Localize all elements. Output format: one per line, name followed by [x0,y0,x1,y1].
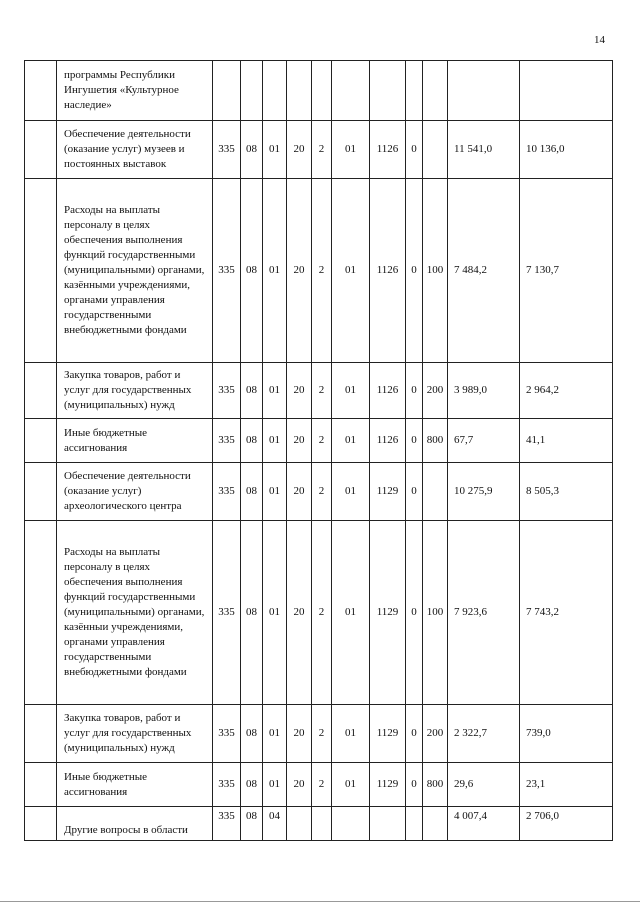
code-cell-c8: 0 [406,179,423,363]
table-row [25,61,613,121]
code-cell-c7: 1129 [370,463,406,521]
code-cell-c7: 1126 [370,121,406,179]
amount-cell-v1: 2 322,7 [448,705,520,763]
code-cell-c5: 2 [312,705,332,763]
code-cell-c8 [406,807,423,841]
table-row [25,521,613,705]
table-row [25,179,613,363]
code-cell-c8: 0 [406,121,423,179]
table-row [25,121,613,179]
code-cell-c1 [213,61,241,121]
code-cell-c5: 2 [312,121,332,179]
table-row [25,363,613,419]
code-cell-c7: 1129 [370,705,406,763]
amount-cell-v1: 3 989,0 [448,363,520,419]
amount-cell-v2 [520,61,613,121]
row-index-cell [25,179,57,363]
code-cell-c3: 01 [263,363,287,419]
row-index-cell [25,363,57,419]
code-cell-c4: 20 [287,363,312,419]
table-row [25,763,613,807]
amount-cell-v1: 7 923,6 [448,521,520,705]
code-cell-c5: 2 [312,179,332,363]
row-index-cell [25,705,57,763]
row-index-cell [25,121,57,179]
code-cell-c7: 1129 [370,521,406,705]
row-index-cell [25,763,57,807]
code-cell-c8: 0 [406,763,423,807]
row-index-cell [25,521,57,705]
row-index-cell [25,419,57,463]
scan-edge-line [0,901,640,902]
code-cell-c6: 01 [332,121,370,179]
code-cell-c2: 08 [241,419,263,463]
amount-cell-v1: 10 275,9 [448,463,520,521]
code-cell-c8: 0 [406,521,423,705]
row-index-cell [25,61,57,121]
code-cell-c5: 2 [312,419,332,463]
code-cell-c3: 01 [263,179,287,363]
code-cell-c5: 2 [312,463,332,521]
expense-name-cell: Другие вопросы в области [57,807,213,841]
expense-name-cell: Иные бюджетные ассигнования [57,763,213,807]
code-cell-c6: 01 [332,705,370,763]
code-cell-c9 [423,807,448,841]
code-cell-c1: 335 [213,521,241,705]
code-cell-c2 [241,61,263,121]
amount-cell-v2: 2 964,2 [520,363,613,419]
code-cell-c8 [406,61,423,121]
code-cell-c4: 20 [287,463,312,521]
code-cell-c2: 08 [241,179,263,363]
table-row [25,419,613,463]
code-cell-c1: 335 [213,121,241,179]
code-cell-c9 [423,61,448,121]
code-cell-c7: 1126 [370,363,406,419]
code-cell-c2: 08 [241,521,263,705]
code-cell-c9 [423,121,448,179]
code-cell-c4: 20 [287,705,312,763]
amount-cell-v1: 7 484,2 [448,179,520,363]
code-cell-c1: 335 [213,419,241,463]
code-cell-c8: 0 [406,419,423,463]
code-cell-c7: 1126 [370,419,406,463]
code-cell-c6 [332,807,370,841]
expense-name-cell: Закупка товаров, работ и услуг для государственных (муниципальных) нужд [57,705,213,763]
amount-cell-v2: 739,0 [520,705,613,763]
code-cell-c6: 01 [332,521,370,705]
amount-cell-v1: 4 007,4 [448,807,520,841]
code-cell-c4: 20 [287,419,312,463]
code-cell-c1: 335 [213,179,241,363]
code-cell-c4: 20 [287,521,312,705]
code-cell-c2: 08 [241,705,263,763]
amount-cell-v2: 10 136,0 [520,121,613,179]
code-cell-c7 [370,807,406,841]
code-cell-c8: 0 [406,463,423,521]
expense-name-cell: Расходы на выплаты персоналу в целях обеспечения выполнения функций государственными (муниципальными) органами, казённыи учреждениями, органами управления государственными внебюджетными фондами [57,521,213,705]
amount-cell-v1: 11 541,0 [448,121,520,179]
code-cell-c4 [287,807,312,841]
code-cell-c6: 01 [332,463,370,521]
code-cell-c9: 200 [423,363,448,419]
code-cell-c7: 1129 [370,763,406,807]
code-cell-c4: 20 [287,121,312,179]
code-cell-c6 [332,61,370,121]
code-cell-c6: 01 [332,763,370,807]
code-cell-c9: 800 [423,763,448,807]
code-cell-c2: 08 [241,121,263,179]
code-cell-c8: 0 [406,363,423,419]
expense-name-cell: программы Республики Ингушетия «Культурное наследие» [57,61,213,121]
code-cell-c9: 100 [423,179,448,363]
code-cell-c4: 20 [287,179,312,363]
amount-cell-v1: 29,6 [448,763,520,807]
code-cell-c5 [312,807,332,841]
code-cell-c7 [370,61,406,121]
code-cell-c5: 2 [312,521,332,705]
expense-name-cell: Обеспечение деятельности (оказание услуг) археологического центра [57,463,213,521]
code-cell-c1: 335 [213,807,241,841]
amount-cell-v2: 7 743,2 [520,521,613,705]
code-cell-c7: 1126 [370,179,406,363]
code-cell-c3 [263,61,287,121]
amount-cell-v2: 7 130,7 [520,179,613,363]
amount-cell-v1 [448,61,520,121]
amount-cell-v2: 23,1 [520,763,613,807]
amount-cell-v2: 41,1 [520,419,613,463]
table-row [25,705,613,763]
code-cell-c4 [287,61,312,121]
code-cell-c3: 01 [263,121,287,179]
expense-name-cell: Иные бюджетные ассигнования [57,419,213,463]
table-row [25,463,613,521]
code-cell-c1: 335 [213,363,241,419]
code-cell-c2: 08 [241,463,263,521]
code-cell-c2: 08 [241,763,263,807]
code-cell-c2: 08 [241,363,263,419]
expense-name-cell: Расходы на выплаты персоналу в целях обеспечения выполнения функций государственными (муниципальными) органами, казёнными учреждениями, органами управления государственными внебюджетными фондами [57,179,213,363]
amount-cell-v2: 8 505,3 [520,463,613,521]
code-cell-c1: 335 [213,705,241,763]
code-cell-c3: 01 [263,521,287,705]
table-row [25,807,613,841]
code-cell-c3: 04 [263,807,287,841]
expense-name-cell: Обеспечение деятельности (оказание услуг) музеев и постоянных выставок [57,121,213,179]
code-cell-c5: 2 [312,363,332,419]
code-cell-c1: 335 [213,463,241,521]
code-cell-c3: 01 [263,463,287,521]
code-cell-c3: 01 [263,763,287,807]
code-cell-c9 [423,463,448,521]
code-cell-c6: 01 [332,419,370,463]
code-cell-c6: 01 [332,179,370,363]
code-cell-c9: 100 [423,521,448,705]
code-cell-c8: 0 [406,705,423,763]
row-index-cell [25,807,57,841]
amount-cell-v1: 67,7 [448,419,520,463]
code-cell-c9: 800 [423,419,448,463]
code-cell-c5: 2 [312,763,332,807]
budget-table [24,60,613,841]
code-cell-c3: 01 [263,705,287,763]
code-cell-c9: 200 [423,705,448,763]
code-cell-c2: 08 [241,807,263,841]
page-number: 14 [594,34,605,46]
expense-name-cell: Закупка товаров, работ и услуг для государственных (муниципальных) нужд [57,363,213,419]
row-index-cell [25,463,57,521]
code-cell-c1: 335 [213,763,241,807]
amount-cell-v2: 2 706,0 [520,807,613,841]
code-cell-c4: 20 [287,763,312,807]
code-cell-c5 [312,61,332,121]
code-cell-c6: 01 [332,363,370,419]
code-cell-c3: 01 [263,419,287,463]
